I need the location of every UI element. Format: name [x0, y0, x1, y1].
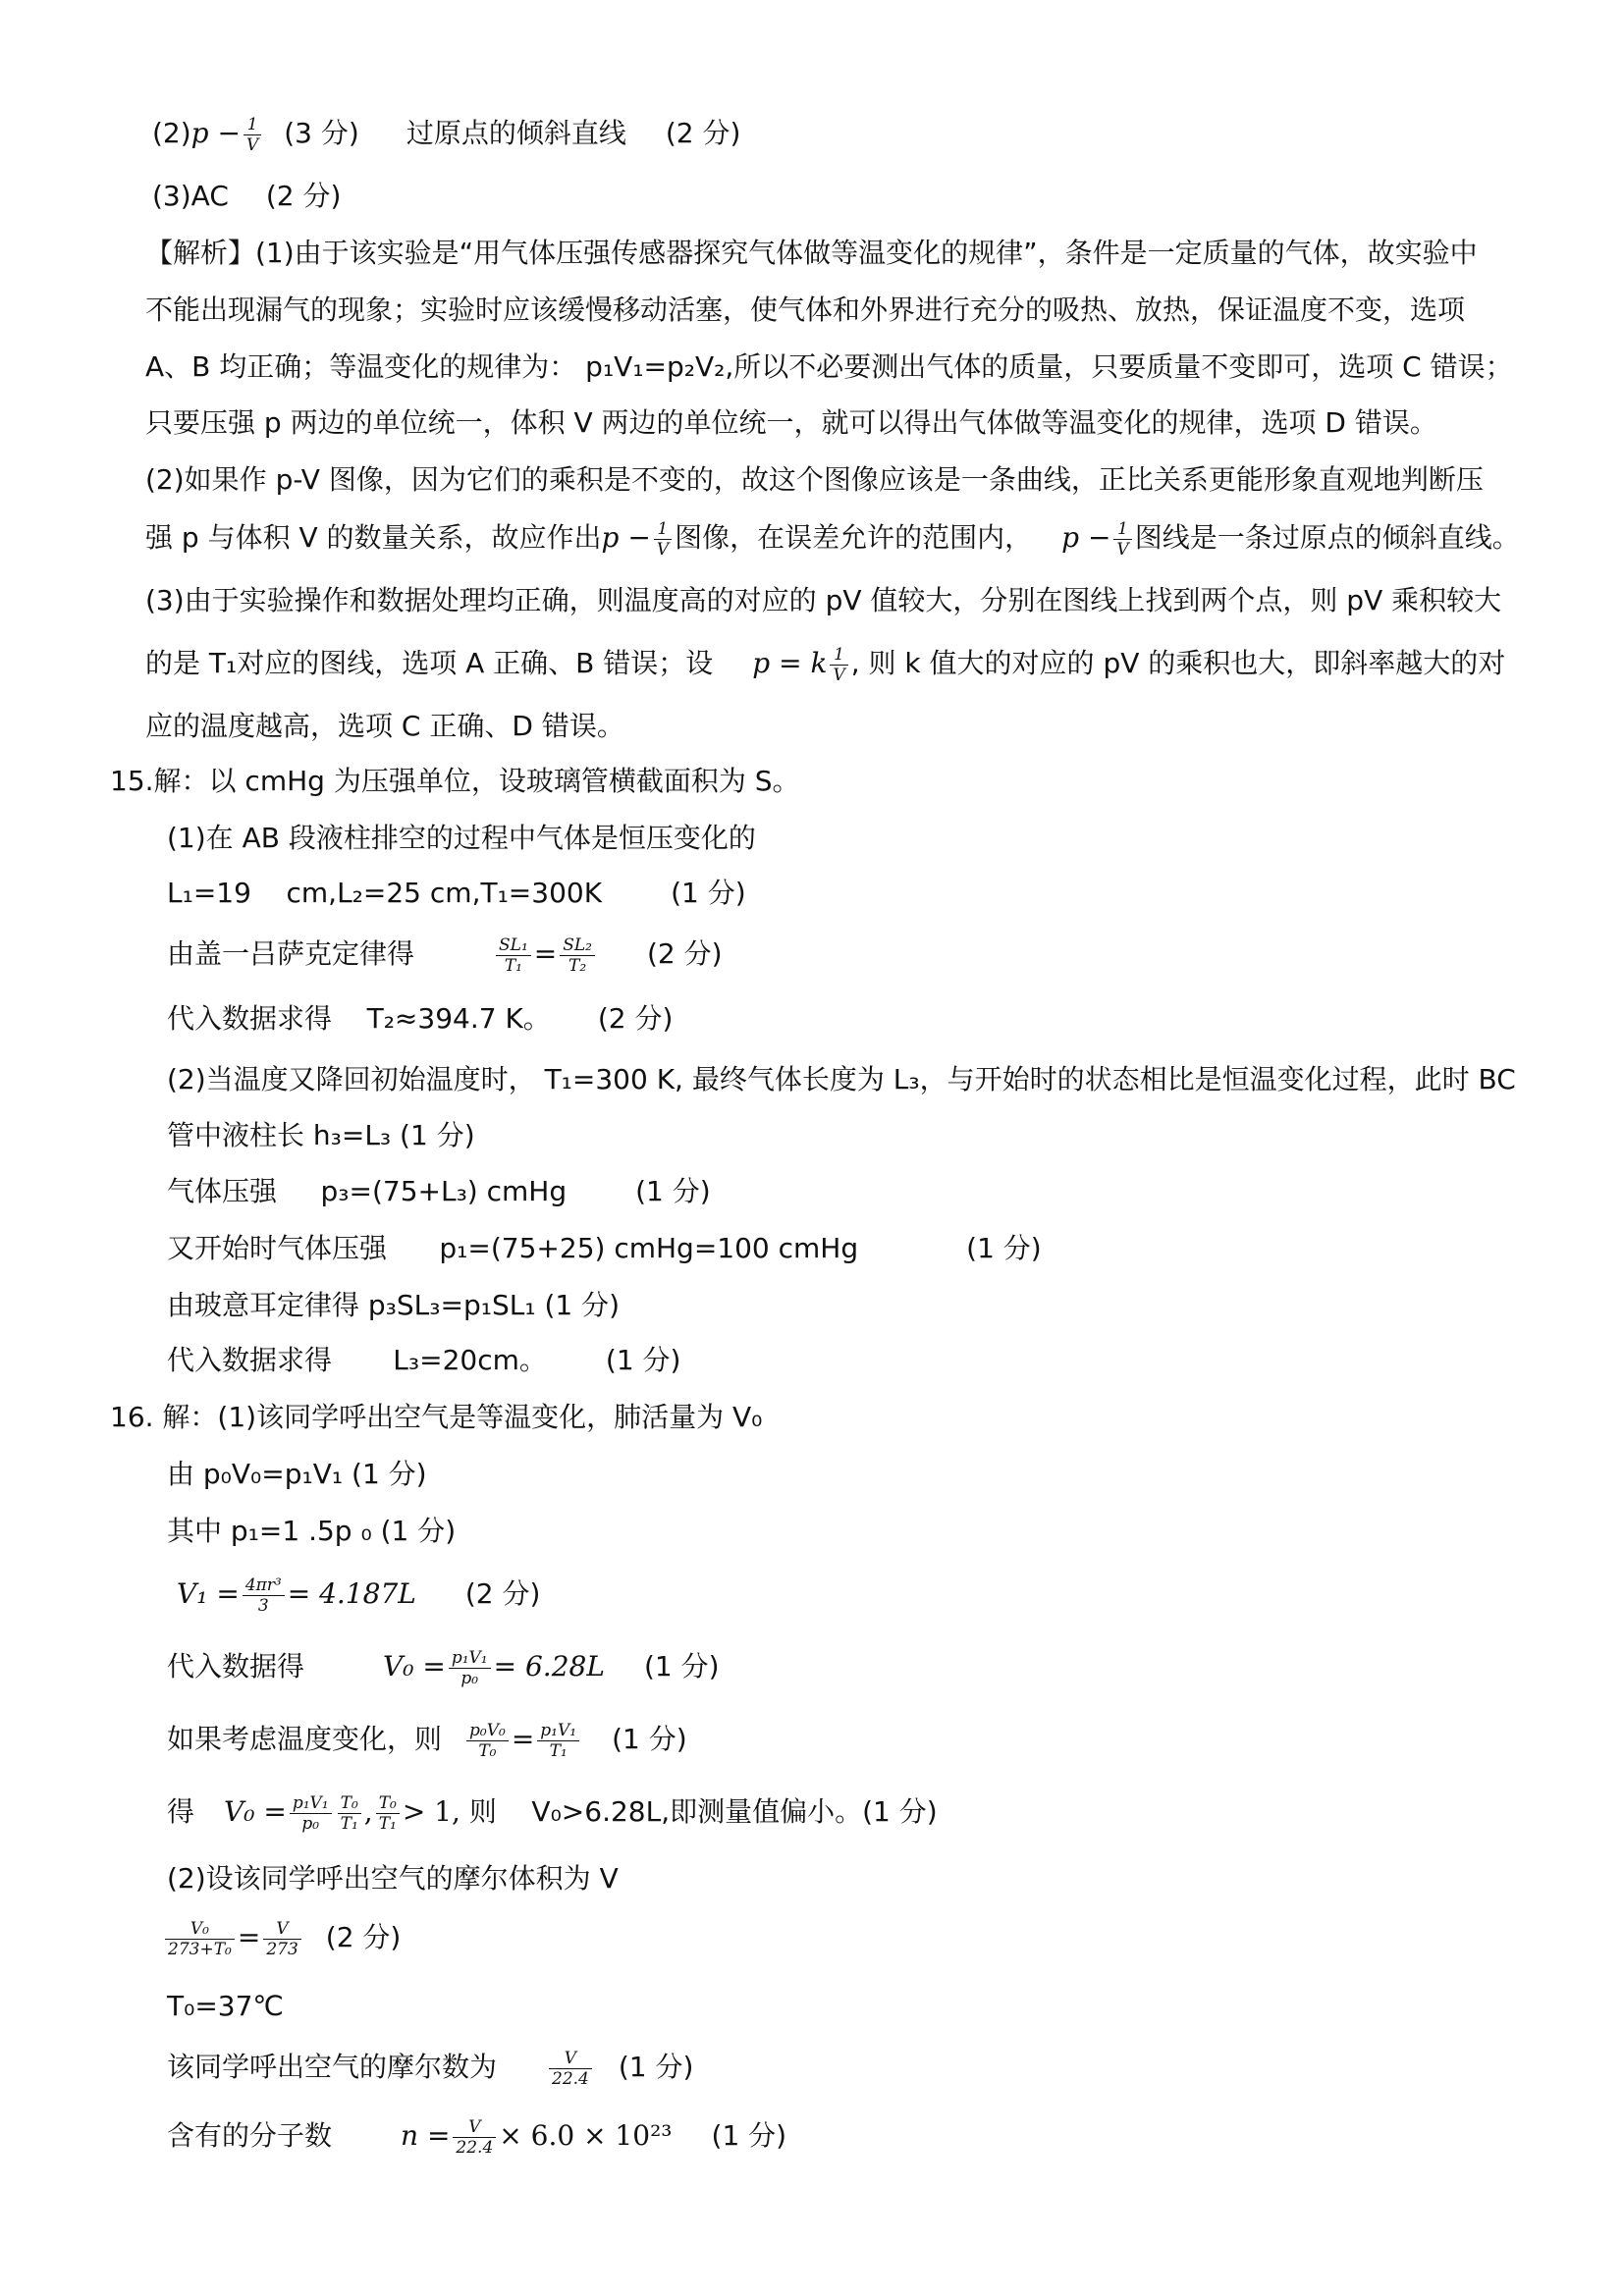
points: (2 分)	[464, 1577, 541, 1610]
q16-step2: (2)设该同学呼出空气的摩尔体积为 V	[167, 1862, 619, 1895]
fraction: $\frac{V}{22.4}$	[549, 2049, 592, 2089]
q15-pressure1: 又开始时气体压强 p₁=(75+25) cmHg=100 cmHg (1 分)	[167, 1232, 1042, 1264]
q15-result2: 代入数据求得 L₃=20cm。 (1 分)	[167, 1344, 681, 1376]
fraction: $\frac{\text{4πr³}}{3}$	[243, 1575, 285, 1616]
points: (1 分)	[612, 1723, 687, 1755]
points: (3 分)	[284, 117, 359, 149]
points: (2 分)	[265, 180, 342, 212]
formula: p −	[190, 117, 241, 149]
q15-step2-cont: 管中液柱长 h₃=L₃ (1 分)	[167, 1119, 475, 1151]
points: (2 分)	[665, 117, 741, 149]
analysis-line: (3)由于实验操作和数据处理均正确，则温度高的对应的 pV 值较大，分别在图线上找到两个点，则 pV 乘积较大	[145, 584, 1502, 616]
q16-heading: 16. 解：(1)该同学呼出空气是等温变化，肺活量为 V₀	[110, 1401, 763, 1433]
fraction-one-over-v: $\frac{1}{V}$	[830, 645, 847, 685]
points: (1 分)	[605, 1344, 681, 1376]
fraction: $\frac{\text{V₀}}{\text{273+T₀}}$	[165, 1919, 235, 1959]
analysis-line: 不能出现漏气的现象；实验时应该缓慢移动活塞，使气体和外界进行充分的吸热、放热，保证温度不变，选项	[145, 294, 1466, 326]
fraction: $\frac{\text{p₁V₁}}{\text{T₁}}$	[537, 1721, 579, 1761]
points: (2 分)	[646, 937, 723, 970]
fraction: $\frac{\text{p₁V₁}}{\text{p₀}}$	[449, 1648, 491, 1688]
q15-boyle-law: 由玻意耳定律得 p₃SL₃=p₁SL₁ (1 分)	[167, 1289, 621, 1321]
analysis-line: 的是 T₁对应的图线，选项 A 正确、B 错误；设 p = k $\frac{1}{V}$ , 则 k 值大的对应的 pV 的乘积也大，即斜率越大的对	[145, 644, 1506, 685]
fraction: $\frac{V}{273}$	[263, 1919, 300, 1959]
q16-v0-result: 代入数据得 V₀ = $\frac{\text{p₁V₁}}{\text{p₀}}$ = 6.28L (1 分)	[167, 1647, 720, 1688]
part-label: (2)	[152, 117, 191, 149]
fraction: $\frac{\text{SL₂}}{\text{T₂}}$	[560, 935, 595, 976]
q15-charles-law: 由盖一吕萨克定律得 $\frac{\text{SL₁}}{\text{T₁}}$ = $\frac{\text{SL₂}}{\text{T₂}}$ (2 分)	[167, 934, 723, 976]
q16-molar-volume: $\frac{\text{V₀}}{\text{273+T₀}}$ = $\frac{V}{273}$ (2 分)	[162, 1918, 401, 1959]
fraction: $\frac{V}{22.4}$	[453, 2117, 496, 2158]
q16-conclusion: 得 V₀ = $\frac{\text{p₁V₁}}{\text{p₀}}$ $\frac{\text{T₀}}{\text{T₁}}$ , $\frac{\text{T₀}}{\text{T₁}}$ > 1, 则 V₀>6.28L,即测量值偏小。(1 分)	[167, 1792, 938, 1834]
points: (1 分)	[671, 877, 746, 909]
points: (1 分)	[618, 2051, 694, 2083]
fraction-one-over-v: $\frac{1}{V}$	[1113, 519, 1131, 560]
analysis-line: 应的温度越高，选项 C 正确、D 错误。	[145, 710, 624, 742]
fraction-one-over-v: $\frac{1}{V}$	[243, 115, 261, 155]
fraction-one-over-v: $\frac{1}{V}$	[654, 519, 672, 560]
analysis-line: A、B 均正确；等温变化的规律为： p₁V₁=p₂V₂,所以不必要测出气体的质量，只要质量不变即可，选项 C 错误；	[145, 350, 1513, 383]
q15-step2: (2)当温度又降回初始温度时， T₁=300 K, 最终气体长度为 L₃，与开始时的状态相比是恒温变化过程，此时 BC	[167, 1063, 1516, 1095]
answer-text: 过原点的倾斜直线	[406, 117, 626, 149]
analysis-line: (2)如果作 p-V 图像，因为它们的乘积是不变的，故这个图像应该是一条曲线，正比关系更能形象直观地判断压	[145, 463, 1484, 496]
points: (1 分)	[966, 1232, 1042, 1264]
q16-line: 其中 p₁=1 .5p ₀ (1 分)	[167, 1515, 457, 1547]
analysis-line: 【解析】(1)由于该实验是“用气体压强传感器探究气体做等温变化的规律”，条件是一定质量的气体，故实验中	[145, 237, 1478, 269]
fraction: $\frac{\text{p₀V₀}}{\text{T₀}}$	[466, 1721, 509, 1761]
fraction: $\frac{\text{T₀}}{\text{T₁}}$	[376, 1793, 400, 1834]
q16-body-temp: T₀=37℃	[167, 1990, 284, 2022]
points: (2 分)	[325, 1921, 402, 1953]
q15-result1: 代入数据求得 T₂≈394.7 K。 (2 分)	[167, 1002, 674, 1035]
q15-given-data: L₁=19 cm,L₂=25 cm,T₁=300K (1 分)	[167, 877, 746, 909]
fraction: $\frac{\text{p₁V₁}}{\text{p₀}}$	[290, 1793, 332, 1834]
points: (1 分)	[643, 1650, 720, 1682]
points: (1 分)	[635, 1175, 711, 1207]
q15-pressure3: 气体压强 p₃=(75+L₃) cmHg (1 分)	[167, 1175, 711, 1207]
analysis-line: 只要压强 p 两边的单位统一，体积 V 两边的单位统一，就可以得出气体做等温变化的规律，选项 D 错误。	[145, 406, 1437, 439]
q16-line: 由 p₀V₀=p₁V₁ (1 分)	[167, 1458, 427, 1490]
fraction: $\frac{\text{T₀}}{\text{T₁}}$	[338, 1793, 361, 1834]
q16-temperature: 如果考虑温度变化，则 $\frac{\text{p₀V₀}}{\text{T₀}}$ = $\frac{\text{p₁V₁}}{\text{T₁}}$ (1 分)	[167, 1720, 687, 1761]
q16-moles: 该同学呼出空气的摩尔数为 $\frac{V}{22.4}$ (1 分)	[167, 2048, 694, 2089]
points: (2 分)	[597, 1002, 674, 1035]
q15-heading: 15.解：以 cmHg 为压强单位，设玻璃管横截面积为 S。	[110, 765, 800, 797]
fraction: $\frac{\text{SL₁}}{\text{T₁}}$	[496, 935, 531, 976]
q16-molecule-count: 含有的分子数 n = $\frac{V}{22.4}$ × 6.0 × 10²³ (1 分)	[167, 2116, 787, 2158]
answer-text: (3)AC	[152, 180, 229, 212]
analysis-line: 强 p 与体积 V 的数量关系，故应作出p − $\frac{1}{V}$ 图像，在误差允许的范围内， p − $\frac{1}{V}$ 图线是一条过原点的倾斜直线。	[145, 518, 1520, 560]
q14-part2-answer	[152, 114, 740, 155]
q14-part3-answer	[152, 177, 341, 216]
points: (1 分)	[711, 2119, 787, 2152]
q15-step1: (1)在 AB 段液柱排空的过程中气体是恒压变化的	[167, 822, 756, 854]
q16-sphere-volume: V₁ = $\frac{\text{4πr³}}{3}$ = 4.187L (2 分)	[177, 1575, 541, 1616]
